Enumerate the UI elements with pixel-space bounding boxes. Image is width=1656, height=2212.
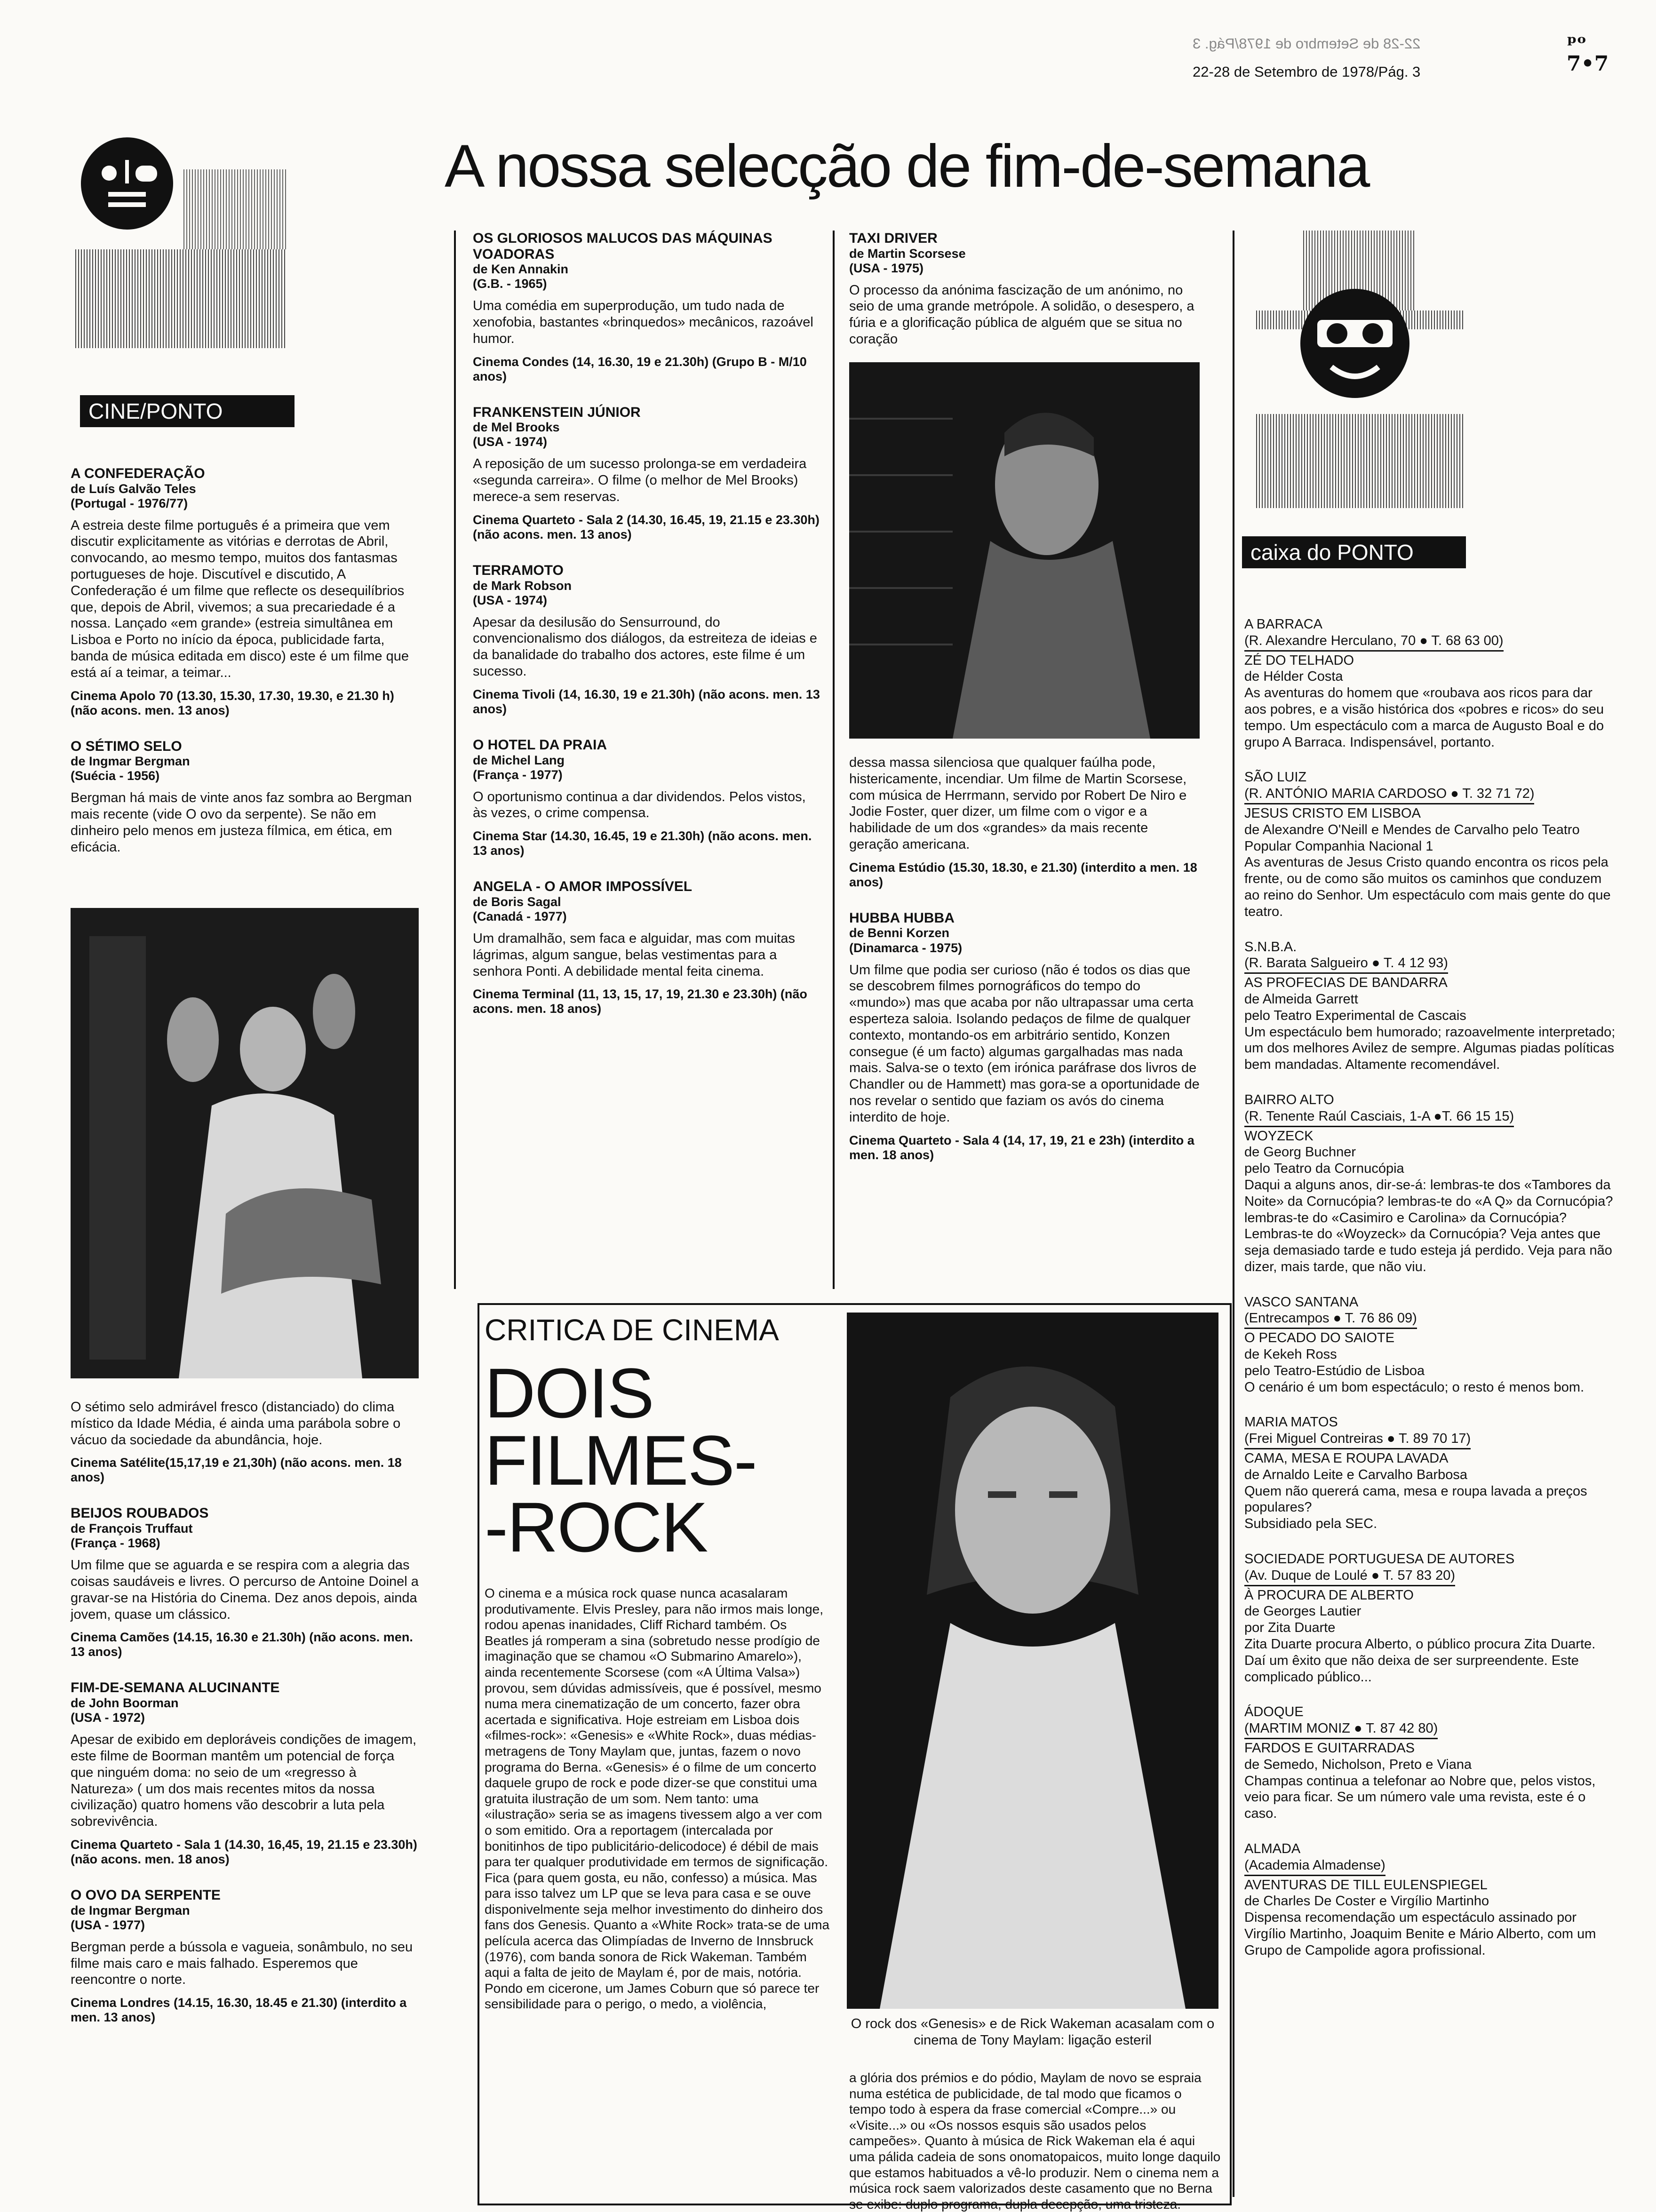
show-title: FARDOS E GUITARRADAS — [1244, 1741, 1415, 1756]
film-origin: (França - 1968) — [71, 1536, 160, 1551]
theatre-listing — [1244, 939, 1616, 1073]
photo-caption: O rock dos «Genesis» e de Rick Wakeman acasalam com o cinema de Tony Maylam: ligação esteril — [851, 2016, 1215, 2048]
film-entry — [71, 1399, 419, 1485]
film-entry — [473, 879, 823, 1016]
show-description: de Alexandre O'Neill e Mendes de Carvalho pelo Teatro Popular Companhia Nacional 1 As aventuras de Jesus Cristo quando encontra os ricos pela frente, ou de como são muitos os caminhos que conduzem ao reino do Senhor. Um espectáculo com mais gente do que teatro. — [1244, 822, 1611, 919]
film-title: TERRAMOTO — [473, 562, 564, 578]
venue-address: (Av. Duque de Loulé ● T. 57 83 20) — [1244, 1567, 1455, 1586]
critica-body-right: a glória dos prémios e do pódio, Maylam de novo se espraia numa estética de publicidade, de tal modo que ficamos o tempo todo à espera da frase comercial «Compre...» ou «Visite...» ou «Os nossos esquis são usados pelos campeões». Quanto à música de Rick Wakeman ela é aqui uma pálida cadeia de sons onomatopaicos, muito longe daquilo que estamos habituados a vê-lo produzir. Nem o cinema nem a música rock saem valorizados deste casamento que no Berna se exibe: duplo programa, dupla decepção, uma tristeza. — [849, 2070, 1221, 2212]
film-review: Uma comédia em superprodução, um tudo nada de xenofobia, bastantes «brinquedos» mecânicos, razoável humor. — [473, 298, 813, 346]
column-2 — [473, 231, 823, 1037]
film-origin: (Portugal - 1976/77) — [71, 496, 188, 510]
critica-title — [485, 1353, 756, 1567]
theatre-listing — [1244, 769, 1616, 920]
film-entry — [849, 910, 1200, 1162]
film-review: Um filme que se aguarda e se respira com a alegria das coisas saudáveis e livres. O percurso de Antoine Doinel a gravar-se na História do Cinema. Dez anos depois, ainda jovem, quase um clássico. — [71, 1558, 419, 1622]
film-review: A reposição de um sucesso prolonga-se em verdadeira «segunda carreira». O filme (o melhor de Mel Brooks) merece-a sem reservas. — [473, 456, 807, 505]
show-title: WOYZECK — [1244, 1128, 1314, 1144]
film-origin: (G.B. - 1965) — [473, 277, 547, 291]
film-review: O sétimo selo admirável fresco (distanciado) do clima místico da Idade Média, é ainda uma parábola sobre o vácuo da sociedade da abundância, hoje. — [71, 1400, 401, 1448]
film-showing: Cinema Quarteto - Sala 2 (14.30, 16.45, 19, 21.15 e 23.30h) (não acons. men. 13 anos) — [473, 512, 820, 541]
venue-name: VASCO SANTANA — [1244, 1294, 1359, 1310]
film-entry — [71, 1505, 419, 1659]
film-origin: (Dinamarca - 1975) — [849, 940, 963, 955]
column-3-bottom — [849, 748, 1200, 1183]
film-review: Um filme que podia ser curioso (não é todos os dias que se descobrem filmes pornográficos do tempo do «mundo») mas que acaba por não ultrapassar uma certa esperteza saloia. Isolando pedaços de filme de qualquer contexto, montando-os em arbitrário sentido, Konzen consegue (é um facto) algumas gargalhadas mas nada mais. Salva-se o texto (em irónica paráfrase dos livros de Chandler ou de Hammett) mas gora-se a oportunidade de nos revelar o sentido que faziam os avós do cinema interdito de hoje. — [849, 962, 1200, 1125]
film-review: Um dramalhão, sem faca e alguidar, mas com muitas lágrimas, algum sangue, belas vestimentas para a senhora Ponti. A debilidade mental feita cinema. — [473, 931, 795, 979]
column-divider — [1233, 231, 1234, 2197]
column-1-top — [71, 466, 419, 876]
column-3-top — [849, 231, 1200, 368]
film-title: OS GLORIOSOS MALUCOS DAS MÁQUINAS VOADORAS — [473, 231, 772, 262]
film-origin: (USA - 1975) — [849, 261, 924, 275]
film-entry — [71, 466, 419, 718]
critica-title-line-1: DOIS — [485, 1353, 653, 1432]
show-description: de Almeida Garrett pelo Teatro Experimental de Cascais Um espectáculo bem humorado; razoavelmente interpretado; um dos melhores Avilez de sempre. Algumas piadas políticas bem mandadas. Altamente recomendável. — [1244, 991, 1616, 1073]
show-description: de Georg Buchner pelo Teatro da Cornucópia Daqui a alguns anos, dir-se-á: lembras-te dos «Tambores da Noite» da Cornucópia? lembras-te do «A Q» da Cornucópia? lembras-te do «Casimiro e Carolina» da Cornucópia? Lembras-te do «Woyzeck» da Cornucópia? Veja antes que seja demasiado tarde e tudo esteja já perdido. Veja para não dizer, mais tarde, que não viu. — [1244, 1145, 1613, 1274]
critica-title-line-3: -ROCK — [485, 1488, 708, 1567]
theatre-listing — [1244, 1294, 1616, 1396]
film-entry — [473, 563, 823, 716]
film-entry — [473, 231, 823, 384]
film-origin: (USA - 1974) — [473, 435, 548, 449]
film-showing: Cinema Camões (14.15, 16.30 e 21.30h) (não acons. men. 13 anos) — [71, 1630, 413, 1659]
film-director: de Ken Annakin — [473, 262, 569, 277]
film-review: dessa massa silenciosa que qualquer faúlha pode, histericamente, incendiar. Um filme de Martin Scorsese, com música de Herrmann, servido por Robert De Niro e Jodie Foster, quer dizer, um filme com o vigor e a habilidade de um dos «grandes» da mais recente geração americana. — [849, 755, 1187, 852]
film-showing: Cinema Apolo 70 (13.30, 15.30, 17.30, 19.30, e 21.30 h) (não acons. men. 13 anos) — [71, 688, 394, 717]
show-description: de Georges Lautier por Zita Duarte Zita Duarte procura Alberto, o público procura Zita Duarte. Daí um êxito que não deixa de ser surpreendente. Este complicado público... — [1244, 1604, 1596, 1685]
film-still-taxi-driver — [849, 362, 1200, 739]
venue-address: (R. Tenente Raúl Casciais, 1-A ●T. 66 15 15) — [1244, 1108, 1514, 1127]
logo-line1: ᵖᵒ — [1567, 31, 1587, 55]
film-still-graphic — [849, 362, 1200, 739]
film-still-seventh-seal — [71, 908, 419, 1378]
projector-graphic — [75, 249, 287, 348]
film-title: HUBBA HUBBA — [849, 910, 955, 926]
film-title: ANGELA - O AMOR IMPOSSÍVEL — [473, 879, 693, 895]
film-review: Bergman há mais de vinte anos faz sombra ao Bergman mais recente (vide O ovo da serpente). Se não em dinheiro pelo menos em justeza fílmica, em ética, em eficácia. — [71, 790, 412, 855]
film-review: A estreia deste filme português é a primeira que vem discutir explicitamente as vitórias e derrotas de Abril, convocando, ao mesmo tempo, muitos dos fantasmas portugueses de hoje. Discutível e discutido, A Confederação é um filme que reflecte os desequilíbrios que, depois de Abril, vivemos; a sua precariedade é a nossa. Lançado «em grande» (estreia simultânea em Lisboa e Porto no início da época, publicidade farta, banda de música editada em disco) este é um filme que está aí a teimar, a teimar... — [71, 517, 409, 680]
film-title: TAXI DRIVER — [849, 231, 938, 246]
cine-ponto-banner: CINE/PONTO — [80, 395, 295, 427]
film-review: O processo da anónima fascização de um anónimo, no seio de uma grande metrópole. A solidão, o desespero, a fúria e a glorificação pública de alguém que se situa no coração — [849, 282, 1194, 347]
film-entry — [71, 1680, 419, 1867]
face-icon — [80, 136, 174, 231]
film-director: de Mark Robson — [473, 578, 572, 593]
film-entry — [849, 755, 1200, 890]
caixa-ponto-emblem — [1247, 231, 1463, 569]
column-divider — [833, 231, 835, 1289]
venue-address: (Frei Miguel Contreiras ● T. 89 70 17) — [1244, 1431, 1471, 1449]
film-title: BEIJOS ROUBADOS — [71, 1505, 209, 1521]
film-review: O oportunismo continua a dar dividendos. Pelos vistos, às vezes, o crime compensa. — [473, 789, 806, 821]
film-director: de Ingmar Bergman — [71, 1903, 190, 1918]
column-divider — [454, 231, 456, 1289]
show-description: de Arnaldo Leite e Carvalho Barbosa Quem não quererá cama, mesa e roupa lavada a preços populares? Subsidiado pela SEC. — [1244, 1467, 1587, 1532]
theatre-listing — [1244, 616, 1616, 750]
film-origin: (Canadá - 1977) — [473, 909, 567, 923]
venue-name: ÁDOQUE — [1244, 1704, 1304, 1720]
film-entry — [71, 1887, 419, 2025]
film-origin: (USA - 1977) — [71, 1918, 145, 1932]
venue-name: SOCIEDADE PORTUGUESA DE AUTORES — [1244, 1552, 1515, 1567]
venue-name: BAIRRO ALTO — [1244, 1092, 1334, 1107]
film-showing: Cinema Quarteto - Sala 4 (14, 17, 19, 21 e 23h) (interdito a men. 18 anos) — [849, 1133, 1194, 1162]
venue-name: MARIA MATOS — [1244, 1415, 1338, 1430]
film-entry — [473, 737, 823, 858]
film-title: FRANKENSTEIN JÚNIOR — [473, 404, 641, 420]
critica-body-left: O cinema e a música rock quase nunca acasalaram produtivamente. Elvis Presley, para não irmos mais longe, rodou apenas inanidades, Cliff Richard também. Os Beatles já romperam a sina (sobretudo nesse prodígio de imaginação que se chamou «O Submarino Amarelo»), ainda recentemente Scorsese (com «A Última Valsa») provou, sem dúvidas admissíveis, que é possível, mesmo numa mera cinematização de um concerto, fazer obra acertada e significativa. Hoje estreiam em Lisboa dois «filmes-rock»: «Genesis» e «White Rock», duas médias-metragens de Tony Maylam que, juntas, fazem o novo programa do Berna. «Genesis» é o filme de um concerto daquele grupo de rock e pode dizer-se que constitui uma gratuita ilustração de um som. Nem tanto: uma «ilustração» seria se as imagens tivessem algo a ver com o som emitido. Ora a reportagem (intercalada por bonitinhos de tipo publicitário-delicodoce) é débil de mais para ter qualquer produtividade em termos de significação. Fica (para quem gosta, eu não, confesso) a música. Mas para isso talvez um LP que se leva para casa e se ouve disponivelmente seja melhor investimento do dinheiro dos fans dos Genesis. Quanto a «White Rock» trata-se de uma película acerca das Olimpíadas de Inverno de Innsbruck (1976), com banda sonora de Rick Wakeman. Também aqui a falta de jeito de Maylam é, por de mais, notória. Pondo em cicerone, um James Coburn que só parece ter sensibilidade para o perigo, o medo, a violência, — [485, 1586, 830, 2012]
film-still-graphic — [847, 1313, 1218, 2009]
film-title: FIM-DE-SEMANA ALUCINANTE — [71, 1680, 280, 1696]
show-title: AVENTURAS DE TILL EULENSPIEGEL — [1244, 1877, 1488, 1893]
date-page-line: 22-28 de Setembro de 1978/Pág. 3 — [1193, 64, 1421, 80]
column-1-bottom — [71, 1392, 419, 2045]
film-origin: (USA - 1972) — [71, 1711, 145, 1725]
film-director: de Luís Galvão Teles — [71, 481, 196, 496]
show-title: JESUS CRISTO EM LISBOA — [1244, 805, 1421, 821]
film-director: de John Boorman — [71, 1696, 179, 1711]
theatre-listing — [1244, 1551, 1616, 1685]
film-showing: Cinema Londres (14.15, 16.30, 18.45 e 21.30) (interdito a men. 13 anos) — [71, 1996, 407, 2025]
show-title: ZÉ DO TELHADO — [1244, 652, 1354, 668]
film-showing: Cinema Condes (14, 16.30, 19 e 21.30h) (Grupo B - M/10 anos) — [473, 354, 807, 383]
show-description: de Charles De Coster e Virgílio Martinho Dispensa recomendação um espectáculo assinado por Virgílio Martinho, Joaquim Benite e Mário Alberto, com um Grupo de Campolide agora profissional. — [1244, 1894, 1596, 1958]
film-review: Bergman perde a bússola e vagueia, sonâmbulo, no seu filme mais caro e mais falhado. Esperemos que reencontre o norte. — [71, 1939, 413, 1988]
smiling-face-icon — [1298, 287, 1411, 400]
film-director: de Benni Korzen — [849, 926, 950, 940]
theatre-listing — [1244, 1704, 1616, 1822]
film-entry — [849, 231, 1200, 348]
venue-name: S.N.B.A. — [1244, 939, 1297, 955]
caixa-ponto-banner: caixa do PONTO — [1242, 536, 1466, 568]
film-still-graphic — [71, 908, 419, 1378]
page-headline: A nossa selecção de fim-de-semana — [445, 133, 1369, 200]
theatre-listing — [1244, 1414, 1616, 1532]
caixa-do-ponto-list — [1244, 616, 1616, 1978]
critica-label: CRITICA DE CINEMA — [485, 1313, 779, 1347]
film-showing: Cinema Quarteto - Sala 1 (14.30, 16,45, 19, 21.15 e 23.30h) (não acons. men. 18 anos) — [71, 1837, 417, 1866]
projector-graphic-top — [183, 169, 287, 249]
cine-ponto-emblem — [71, 136, 292, 400]
film-entry — [473, 405, 823, 542]
film-director: de Michel Lang — [473, 753, 565, 767]
film-entry — [71, 739, 419, 856]
film-title: O OVO DA SERPENTE — [71, 1887, 221, 1903]
film-showing: Cinema Estúdio (15.30, 18.30, e 21.30) (interdito a men. 18 anos) — [849, 860, 1197, 889]
film-director: de Boris Sagal — [473, 894, 561, 909]
film-review: Apesar da desilusão do Sensurround, do convencionalismo dos diálogos, da estreiteza de ideias e da banalidade do trabalho dos actores, este filme é um sucesso. — [473, 614, 817, 679]
show-title: AS PROFECIAS DE BANDARRA — [1244, 975, 1448, 991]
logo-line2: 7•7 — [1567, 52, 1609, 76]
show-title: O PECADO DO SAIOTE — [1244, 1330, 1395, 1346]
theatre-listing — [1244, 1841, 1616, 1959]
show-description: de Semedo, Nicholson, Preto e Viana Champas continua a telefonar ao Nobre que, pelos vistos, veio para ficar. Se um número vale uma revista, este é o caso. — [1244, 1757, 1596, 1822]
venue-address: (Academia Almadense) — [1244, 1857, 1385, 1876]
venue-address: (R. ANTÓNIO MARIA CARDOSO ● T. 32 71 72) — [1244, 786, 1534, 804]
film-director: de François Truffaut — [71, 1521, 193, 1536]
venue-address: (MARTIM MONIZ ● T. 87 42 80) — [1244, 1720, 1438, 1739]
film-showing: Cinema Tivoli (14, 16.30, 19 e 21.30h) (não acons. men. 13 anos) — [473, 687, 820, 716]
film-title: O SÉTIMO SELO — [71, 738, 182, 754]
film-title: O HOTEL DA PRAIA — [473, 737, 607, 753]
body-graphic — [1256, 414, 1463, 508]
mirrored-bleedthrough-text: 22-28 de Setembro de 1978/Pág. 3 — [1193, 35, 1421, 52]
film-showing: Cinema Terminal (11, 13, 15, 17, 19, 21.30 e 23.30h) (não acons. men. 18 anos) — [473, 987, 807, 1016]
film-origin: (França - 1977) — [473, 767, 563, 782]
venue-address: (R. Alexandre Herculano, 70 ● T. 68 63 00) — [1244, 633, 1504, 652]
film-showing: Cinema Star (14.30, 16.45, 19 e 21.30h) (não acons. men. 13 anos) — [473, 829, 812, 858]
film-director: de Mel Brooks — [473, 420, 560, 435]
critica-title-line-2: FILMES- — [485, 1420, 756, 1500]
film-still-genesis — [847, 1313, 1218, 2009]
film-director: de Martin Scorsese — [849, 246, 966, 261]
show-description: de Hélder Costa As aventuras do homem que «roubava aos ricos para dar aos pobres, e a visão histórica dos «pobres e ricos» do seu tempo. Um espectáculo com a marca de Augusto Boal e do grupo A Barraca. Indispensável, portanto. — [1244, 669, 1604, 750]
film-director: de Ingmar Bergman — [71, 754, 190, 769]
film-title: A CONFEDERAÇÃO — [71, 466, 205, 481]
venue-address: (Entrecampos ● T. 76 86 09) — [1244, 1310, 1417, 1329]
film-origin: (Suécia - 1956) — [71, 769, 160, 783]
film-showing: Cinema Satélite(15,17,19 e 21,30h) (não acons. men. 18 anos) — [71, 1456, 402, 1485]
theatre-listing — [1244, 1092, 1616, 1275]
newspaper-logo — [1567, 33, 1608, 74]
film-origin: (USA - 1974) — [473, 593, 548, 607]
venue-name: A BARRACA — [1244, 617, 1322, 632]
show-description: de Kekeh Ross pelo Teatro-Estúdio de Lisboa O cenário é um bom espectáculo; o resto é menos bom. — [1244, 1347, 1584, 1395]
film-review: Apesar de exibido em deploráveis condições de imagem, este filme de Boorman mantêm um potencial de força que ninguém doma: no seio de um «regresso à Natureza» ( um dos mais recentes mitos da nossa civilização) quatro homens vão descobrir a luta pela sobrevivência. — [71, 1732, 417, 1830]
show-title: À PROCURA DE ALBERTO — [1244, 1587, 1414, 1603]
venue-name: SÃO LUIZ — [1244, 770, 1307, 785]
venue-address: (R. Barata Salgueiro ● T. 4 12 93) — [1244, 955, 1448, 974]
venue-name: ALMADA — [1244, 1841, 1301, 1856]
show-title: CAMA, MESA E ROUPA LAVADA — [1244, 1451, 1449, 1466]
